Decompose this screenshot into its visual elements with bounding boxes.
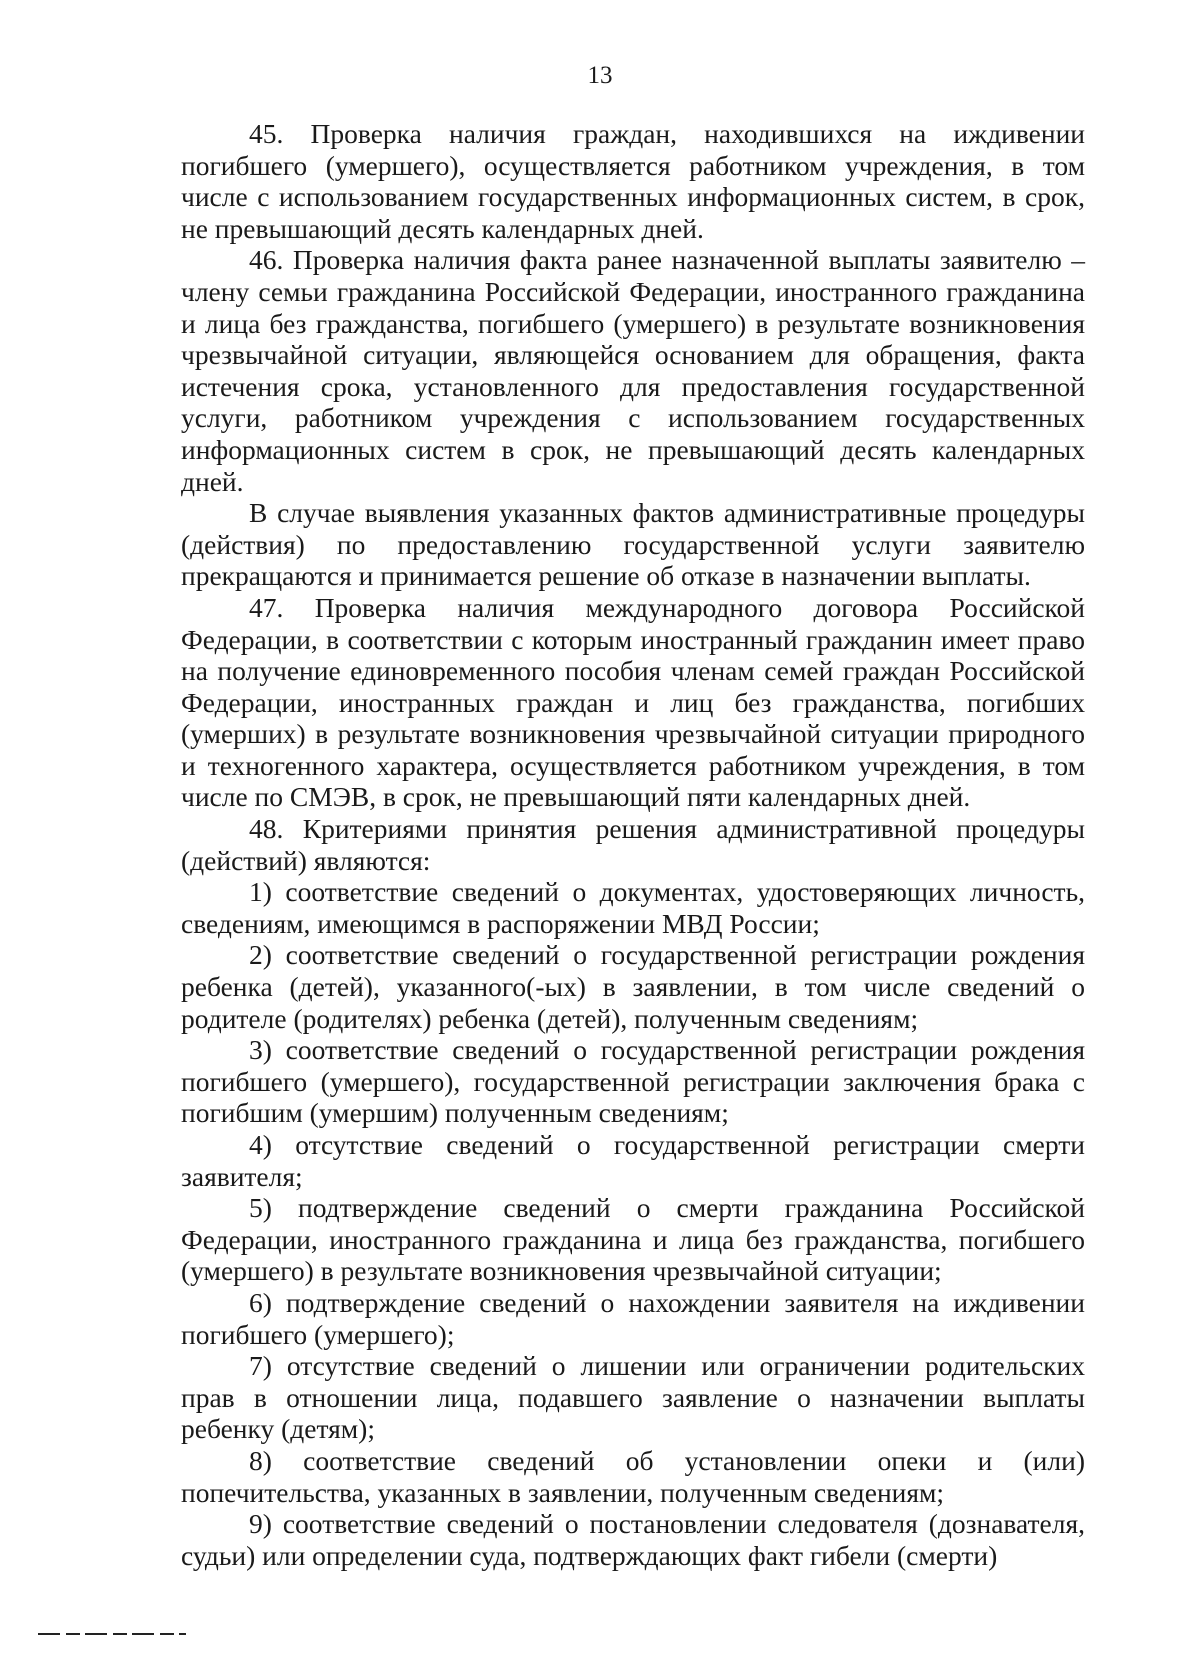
criterion-1: 1) соответствие сведений о документах, удостоверяющих личность, сведениям, имеющимся в распоряжении МВД России; <box>181 876 1085 939</box>
criterion-6: 6) подтверждение сведений о нахождении заявителя на иждивении погибшего (умершего); <box>181 1286 1085 1350</box>
criterion-8: 8) соответствие сведений об установлении опеки и (или) попечительства, указанных в заявлении, полученным сведениям; <box>181 1444 1085 1508</box>
page-number: 13 <box>587 62 613 89</box>
criterion-7: 7) отсутствие сведений о лишении или ограничении родительских прав в отношении лица, подавшего заявление о назначении выплаты ребенку (детям); <box>181 1350 1085 1445</box>
paragraph-47: 47. Проверка наличия международного договора Российской Федерации, в соответствии с которым иностранный гражданин имеет право на получение единовременного пособия членам семей граждан Российской Федерации, иностранных граждан и лиц без гражданства, погибших (умерших) в результате возникновения чрезвычайной ситуации природного и техногенного характера, осуществляется работником учреждения, в том числе по СМЭВ, в срок, не превышающий пяти календарных дней. <box>181 591 1085 813</box>
criterion-4: 4) отсутствие сведений о государственной регистрации смерти заявителя; <box>181 1129 1085 1192</box>
criterion-9: 9) соответствие сведений о постановлении следователя (дознавателя, судьи) или определении суда, подтверждающих факт гибели (смерти) <box>181 1508 1085 1571</box>
criterion-2: 2) соответствие сведений о государственной регистрации рождения ребенка (детей), указанного(-ых) в заявлении, в том числе сведений о родителе (родителях) ребенка (детей), полученным сведениям; <box>181 939 1085 1034</box>
criterion-3: 3) соответствие сведений о государственной регистрации рождения погибшего (умершего), государственной регистрации заключения брака с погибшим (умершим) полученным сведениям; <box>181 1034 1085 1129</box>
criterion-5: 5) подтверждение сведений о смерти гражданина Российской Федерации, иностранного гражданина и лица без гражданства, погибшего (умершего) в результате возникновения чрезвычайной ситуации; <box>181 1192 1085 1287</box>
scan-footer-mark <box>38 1633 186 1635</box>
paragraph-46: 46. Проверка наличия факта ранее назначенной выплаты заявителю – члену семьи гражданина Российской Федерации, иностранного гражданина и лица без гражданства, погибшего (умершего) в результате возникновения чрезвычайной ситуации, являющейся основанием для обращения, факта истечения срока, установленного для предоставления государственной услуги, работником учреждения с использованием государственных информационных систем в срок, не превышающий десять календарных дней. <box>181 244 1085 497</box>
paragraph-45: 45. Проверка наличия граждан, находившихся на иждивении погибшего (умершего), осуществляется работником учреждения, в том числе с использованием государственных информационных систем, в срок, не превышающий десять календарных дней. <box>181 118 1085 244</box>
document-body <box>181 118 1085 1571</box>
paragraph-46-note: В случае выявления указанных фактов административные процедуры (действия) по предоставлению государственной услуги заявителю прекращаются и принимается решение об отказе в назначении выплаты. <box>181 497 1085 592</box>
paragraph-48: 48. Критериями принятия решения административной процедуры (действий) являются: <box>181 813 1085 876</box>
